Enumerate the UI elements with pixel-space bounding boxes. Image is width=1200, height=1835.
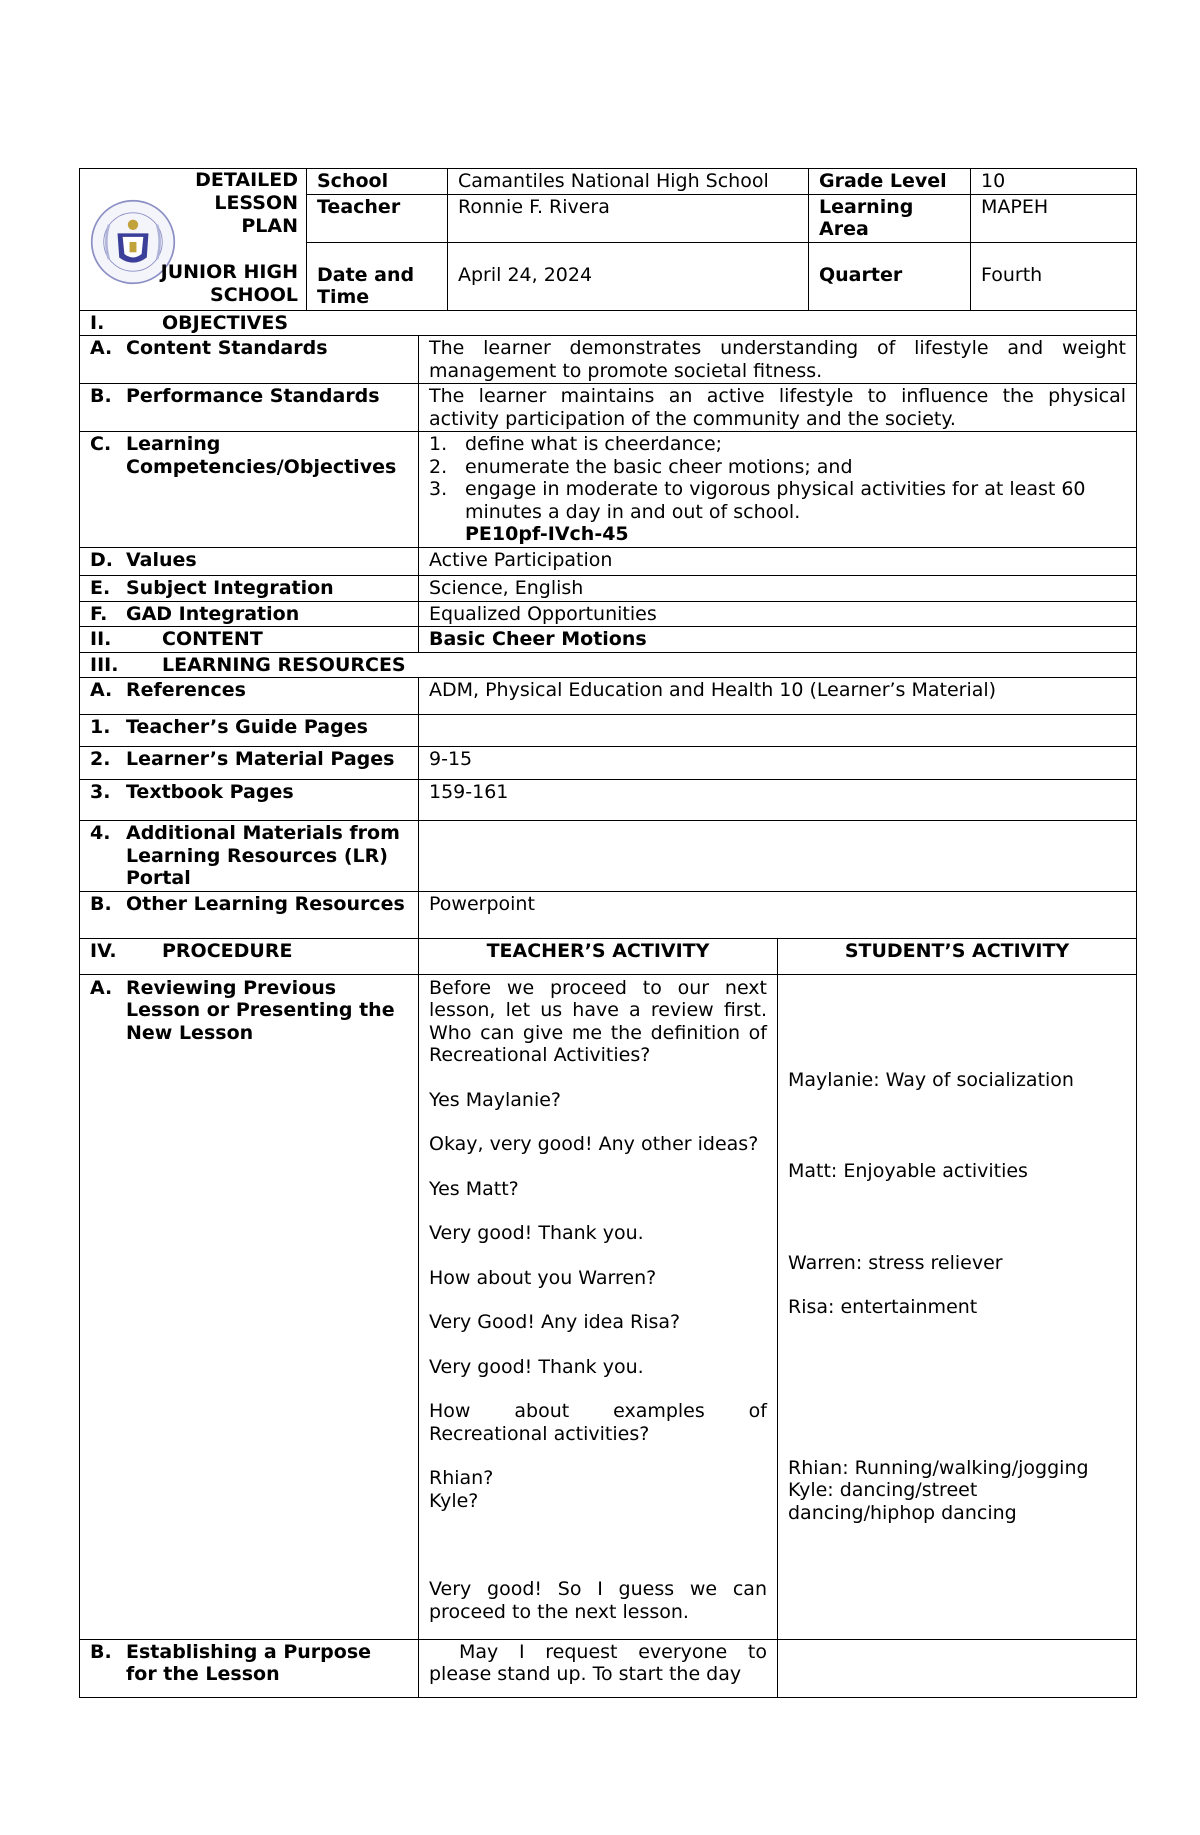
teacher-line: Very Good! Any idea Risa? [429,1311,681,1333]
teacher-line: Rhian? [429,1467,494,1489]
student-line: Kyle: dancing/street dancing/hiphop dancing [788,1479,1017,1524]
competencies-list [429,433,1126,523]
junior-high-school-label: JUNIOR HIGH SCHOOL [160,261,298,306]
references-value: ADM, Physical Education and Health 10 (Learner’s Material) [419,678,1137,715]
values-value: Active Participation [419,548,1137,576]
teachers-guide-label: 1. Teacher’s Guide Pages [80,715,419,747]
student-activity-purpose [778,1639,1137,1697]
student-line: Warren: stress reliever [788,1251,1003,1274]
date-time-label: Date and Time [307,242,448,310]
teacher-activity-purpose: May I request everyone to please stand up. To start the day [419,1639,778,1697]
gad-integration-label: F. GAD Integration [80,601,419,627]
content-standards-value: The learner demonstrates understanding of lifestyle and weight management to promote societal fitness. [419,336,1137,384]
objectives-table [79,310,1137,939]
learning-area-label: Learning Area [809,194,971,242]
other-resources-value: Powerpoint [419,891,1137,938]
teacher-value: Ronnie F. Rivera [448,194,809,242]
learning-resources-heading: III. LEARNING RESOURCES [80,652,1137,678]
procedure-heading: IV. PROCEDURE [80,938,419,974]
references-label: A. References [80,678,419,715]
grade-level-value: 10 [971,169,1137,195]
date-time-value: April 24, 2024 [448,242,809,310]
gad-integration-value: Equalized Opportunities [419,601,1137,627]
teacher-line: Okay, very good! Any other ideas? [429,1133,759,1155]
additional-materials-value [419,821,1137,892]
header-left-cell [80,169,307,311]
quarter-label: Quarter [809,242,971,310]
list-item: 3. engage in moderate to vigorous physical activities for at least 60 minutes a day in and out of school. [429,478,1086,523]
lesson-plan-document [79,168,1136,1698]
content-value: Basic Cheer Motions [419,627,1137,653]
teacher-label: Teacher [307,194,448,242]
teacher-line: Kyle? [429,1489,479,1512]
competency-code: PE10pf-IVch-45 [465,523,629,545]
grade-level-label: Grade Level [809,169,971,195]
other-resources-label: B. Other Learning Resources [80,891,419,938]
values-label: D. Values [80,548,419,576]
learners-material-value: 9-15 [419,747,1137,780]
learning-area-value: MAPEH [971,194,1137,242]
teacher-line: Very good! Thank you. [429,1355,644,1378]
additional-materials-label: 4. Additional Materials from Learning Resources (LR) Portal [80,821,419,892]
objectives-heading: I. OBJECTIVES [80,310,1137,336]
teacher-line: How about you Warren? [429,1266,657,1289]
student-line: Matt: Enjoyable activities [788,1160,1028,1182]
teacher-line: How about examples of Recreational activities? [429,1400,767,1445]
list-item: 1. define what is cheerdance; [429,433,723,455]
learners-material-label: 2. Learner’s Material Pages [80,747,419,780]
dlp-title: DETAILED LESSON PLAN [195,169,298,237]
student-line: Maylanie: Way of socialization [788,1068,1074,1091]
textbook-pages-label: 3. Textbook Pages [80,780,419,821]
student-line: Risa: entertainment [788,1296,978,1318]
student-line: Rhian: Running/walking/jogging [788,1456,1089,1479]
student-activity-review [778,974,1137,1639]
school-value: Camantiles National High School [448,169,809,195]
textbook-pages-value: 159-161 [419,780,1137,821]
school-label: School [307,169,448,195]
teachers-guide-value [419,715,1137,747]
procedure-table [79,938,1137,1698]
learning-competencies-value [419,432,1137,548]
teacher-line: Yes Matt? [429,1177,519,1200]
teacher-line: Very good! So I guess we can proceed to the next lesson. [429,1578,767,1623]
establishing-purpose-label: B. Establishing a Purpose for the Lesson [80,1639,419,1697]
quarter-value: Fourth [971,242,1137,310]
teacher-line: Yes Maylanie? [429,1088,562,1111]
subject-integration-label: E. Subject Integration [80,576,419,602]
teacher-line: Before we proceed to our next lesson, let us have a review first. Who can give me the definition of Recreational Activities? [429,976,767,1066]
content-heading: II. CONTENT [80,627,419,653]
teacher-activity-review [419,974,778,1639]
student-activity-heading: STUDENT’S ACTIVITY [778,938,1137,974]
teacher-activity-heading: TEACHER’S ACTIVITY [419,938,778,974]
reviewing-previous-lesson-label: A. Reviewing Previous Lesson or Presenting the New Lesson [80,974,419,1639]
subject-integration-value: Science, English [419,576,1137,602]
performance-standards-label: B. Performance Standards [80,384,419,432]
list-item: 2. enumerate the basic cheer motions; and [429,455,853,478]
header-table [79,168,1137,311]
performance-standards-value: The learner maintains an active lifestyle to influence the physical activity participation of the community and the society. [419,384,1137,432]
learning-competencies-label: C. Learning Competencies/Objectives [80,432,419,548]
content-standards-label: A. Content Standards [80,336,419,384]
teacher-line: Very good! Thank you. [429,1222,644,1244]
